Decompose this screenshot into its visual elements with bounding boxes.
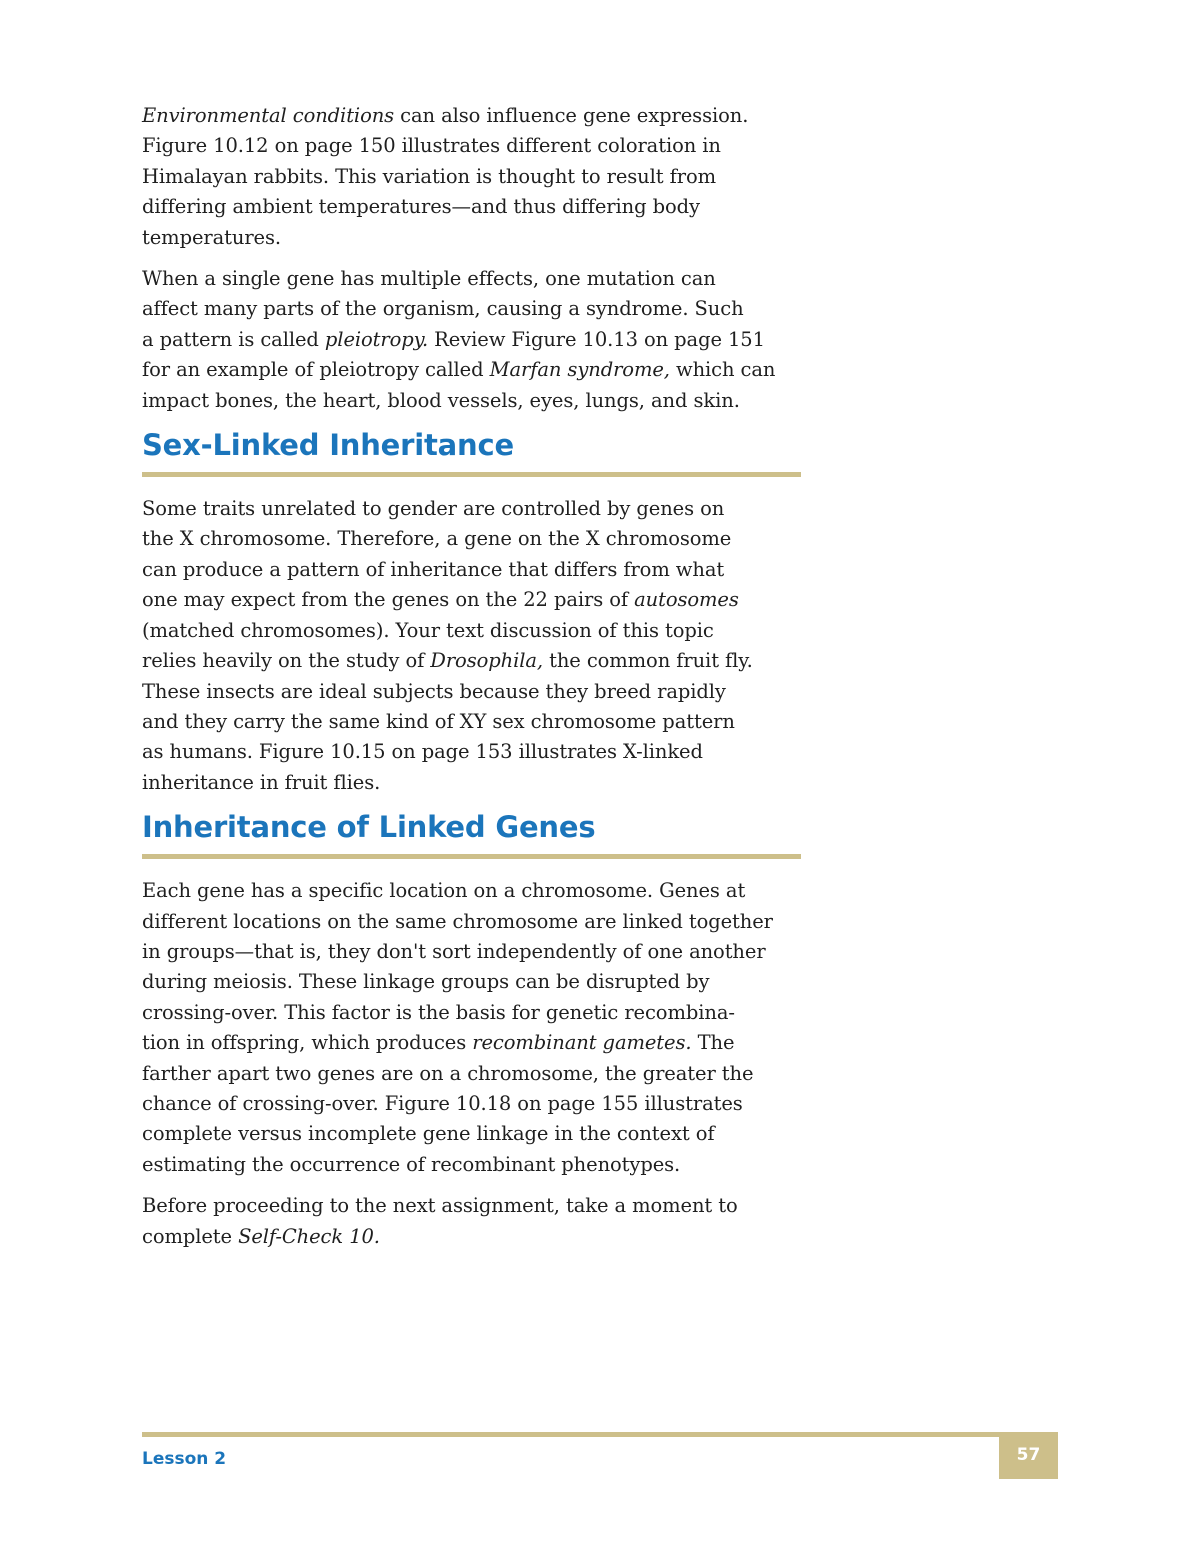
text-run: relies heavily on the study of — [142, 649, 431, 673]
text-line — [142, 355, 842, 385]
text-run: affect many parts of the organism, causing a syndrome. Such — [142, 297, 744, 321]
text-line — [142, 1191, 842, 1221]
text-line — [142, 1059, 842, 1089]
text-run: for an example of pleiotropy called — [142, 358, 490, 382]
footer-lesson-label: Lesson 2 — [142, 1449, 227, 1469]
text-line — [142, 555, 842, 585]
text-line — [142, 1222, 842, 1252]
text-run: during meiosis. These linkage groups can be disrupted by — [142, 970, 710, 994]
text-run: When a single gene has multiple effects, one mutation can — [142, 267, 716, 291]
text-line — [142, 707, 842, 737]
text-line — [142, 101, 842, 131]
text-line — [142, 677, 842, 707]
paragraph-sex-linked — [142, 494, 842, 798]
text-line — [142, 998, 842, 1028]
text-line — [142, 937, 842, 967]
italic-term: Self-Check 10. — [238, 1224, 380, 1248]
text-line — [142, 294, 842, 324]
italic-term: Environmental conditions — [142, 104, 395, 127]
text-run: chance of crossing-over. Figure 10.18 on page 155 illustrates — [142, 1091, 743, 1115]
text-run: These insects are ideal subjects because they breed rapidly — [142, 679, 726, 703]
text-run: estimating the occurrence of recombinant phenotypes. — [142, 1152, 681, 1176]
text-run: tion in offspring, which produces — [142, 1031, 473, 1055]
footer-divider — [142, 1432, 999, 1437]
text-run: one may expect from the genes on the 22 pairs of — [142, 588, 635, 612]
italic-term: Drosophila, — [430, 649, 543, 673]
text-run: temperatures. — [142, 225, 281, 249]
text-line — [142, 737, 842, 767]
text-run: Each gene has a specific location on a chromosome. Genes at — [142, 879, 746, 903]
text-line — [142, 1028, 842, 1058]
text-run: in groups—that is, they don't sort independently of one another — [142, 939, 766, 963]
text-line — [142, 1150, 842, 1180]
text-line — [142, 494, 842, 524]
paragraph-self-check — [142, 1191, 842, 1252]
section-divider — [142, 472, 801, 477]
text-run: the X chromosome. Therefore, a gene on the X chromosome — [142, 527, 732, 551]
text-run: a pattern is called — [142, 327, 325, 351]
page-content — [142, 101, 842, 1263]
text-run: Review Figure 10.13 on page 151 — [428, 327, 765, 351]
text-run: Himalayan rabbits. This variation is thought to result from — [142, 164, 716, 188]
text-line — [142, 162, 842, 192]
italic-term: recombinant gametes. — [472, 1031, 692, 1055]
text-line — [142, 386, 842, 416]
section-divider — [142, 854, 801, 859]
text-line — [142, 1119, 842, 1149]
text-line — [142, 223, 842, 253]
text-run: impact bones, the heart, blood vessels, eyes, lungs, and skin. — [142, 388, 740, 412]
text-line — [142, 967, 842, 997]
text-run: Some traits unrelated to gender are controlled by genes on — [142, 497, 725, 521]
text-run: (matched chromosomes). Your text discussion of this topic — [142, 618, 714, 642]
text-run: which can — [669, 358, 776, 382]
italic-term: Marfan syndrome, — [489, 358, 670, 382]
text-run: The — [691, 1031, 735, 1055]
page-number: 57 — [1016, 1445, 1041, 1465]
italic-term: pleiotropy. — [324, 327, 429, 351]
text-run: different locations on the same chromosome are linked together — [142, 909, 773, 933]
text-run: can also influence gene expression. — [394, 104, 749, 127]
text-line — [142, 585, 842, 615]
text-line — [142, 768, 842, 798]
text-line — [142, 264, 842, 294]
text-line — [142, 907, 842, 937]
section-heading-linked-genes: Inheritance of Linked Genes — [142, 810, 596, 845]
section-heading-sex-linked: Sex-Linked Inheritance — [142, 428, 514, 463]
paragraph-linked-genes — [142, 876, 842, 1180]
text-run: can produce a pattern of inheritance that differs from what — [142, 557, 725, 581]
text-run: and they carry the same kind of XY sex chromosome pattern — [142, 709, 735, 733]
text-line — [142, 616, 842, 646]
text-run: the common fruit fly. — [542, 649, 753, 673]
text-run: farther apart two genes are on a chromosome, the greater the — [142, 1061, 754, 1085]
paragraph-environmental — [142, 101, 842, 253]
paragraph-pleiotropy — [142, 264, 842, 416]
page-number-badge — [999, 1432, 1058, 1479]
text-line — [142, 876, 842, 906]
text-run: complete — [142, 1224, 239, 1248]
text-line — [142, 192, 842, 222]
text-run: Figure 10.12 on page 150 illustrates different coloration in — [142, 134, 721, 158]
text-run: differing ambient temperatures—and thus differing body — [142, 195, 700, 219]
text-line — [142, 524, 842, 554]
text-run: complete versus incomplete gene linkage in the context of — [142, 1122, 715, 1146]
text-line — [142, 325, 842, 355]
text-line — [142, 1089, 842, 1119]
text-run: inheritance in fruit flies. — [142, 770, 381, 794]
text-run: Before proceeding to the next assignment, take a moment to — [142, 1194, 738, 1218]
text-run: as humans. Figure 10.15 on page 153 illustrates X-linked — [142, 740, 703, 764]
text-line — [142, 131, 842, 161]
text-line — [142, 646, 842, 676]
text-run: crossing-over. This factor is the basis for genetic recombina- — [142, 1000, 735, 1024]
italic-term: autosomes — [634, 588, 739, 612]
